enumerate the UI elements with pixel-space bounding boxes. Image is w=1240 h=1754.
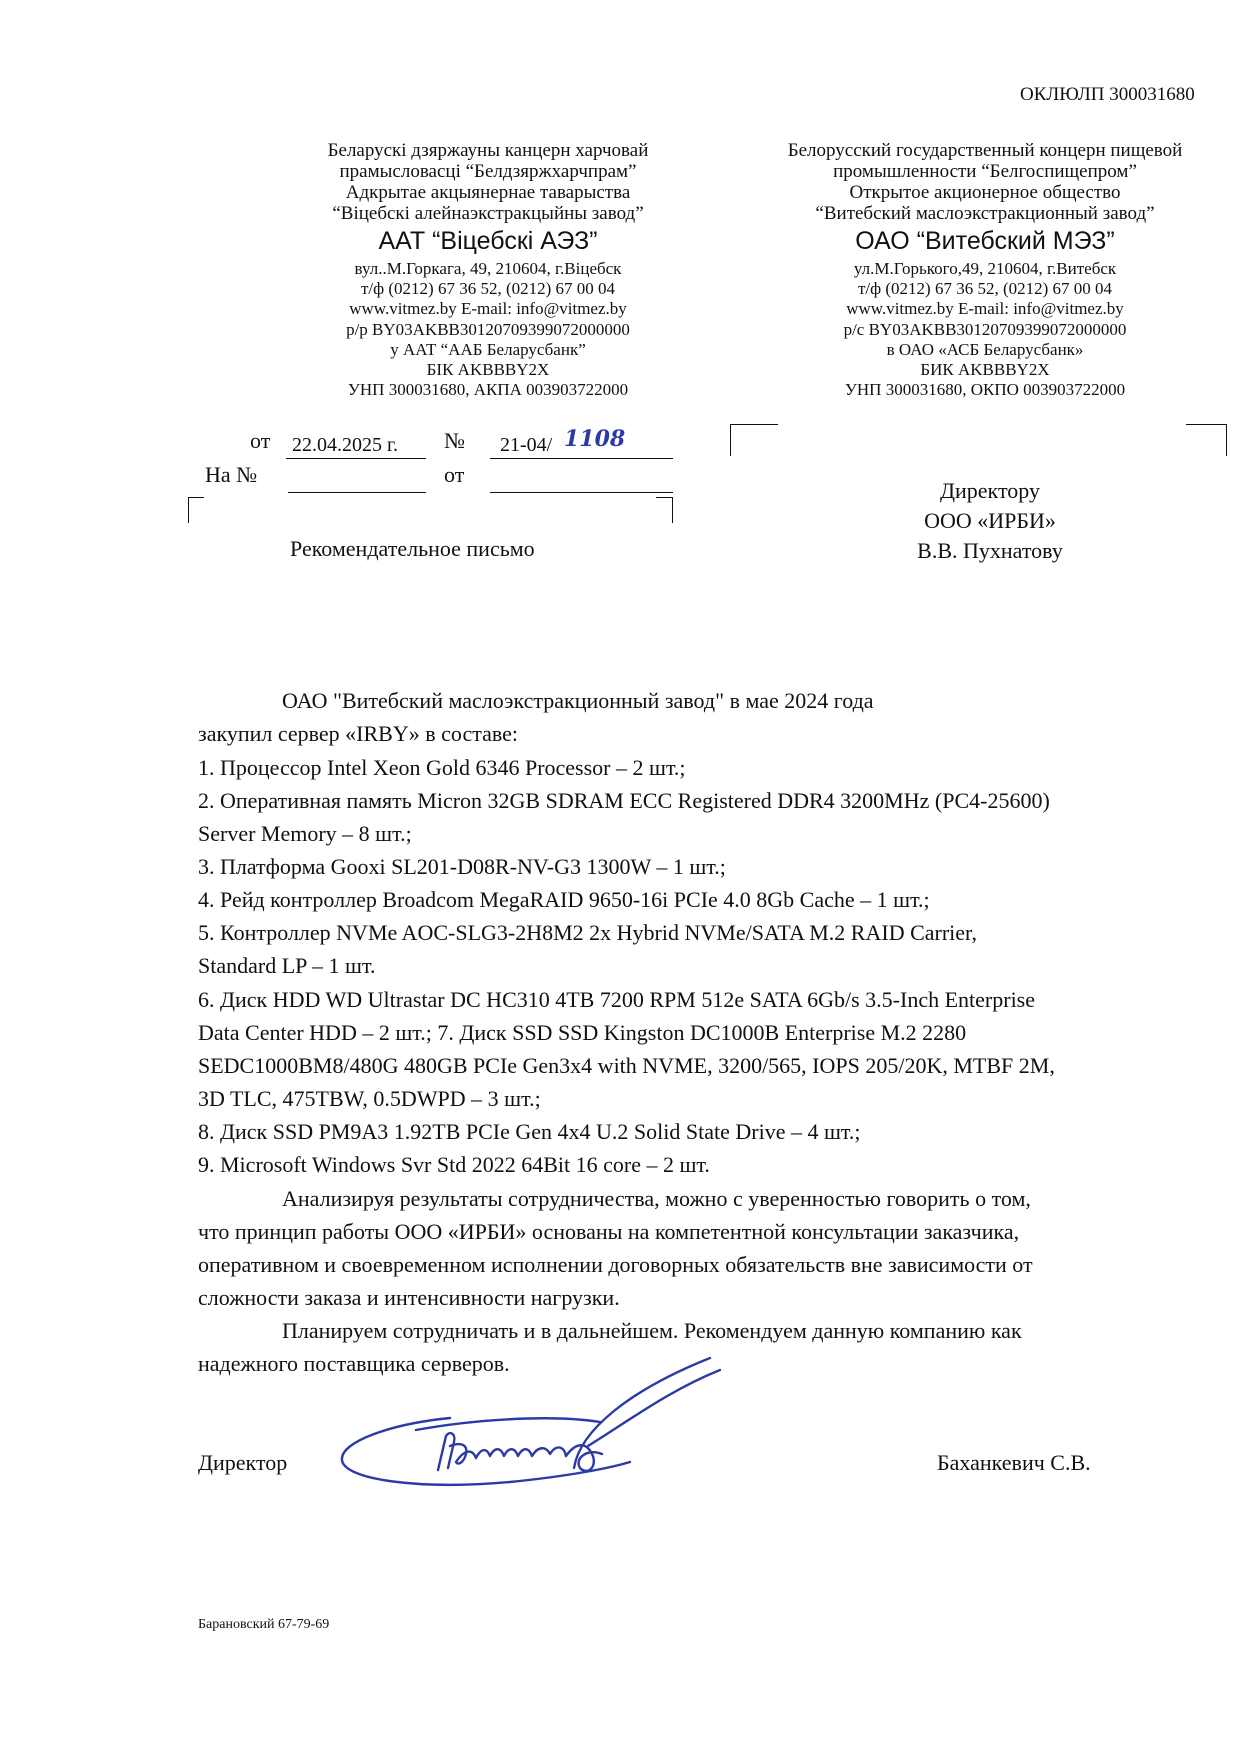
addressee: [880, 476, 1100, 566]
company-account: р/с BY03AKBB30120709399072000000: [843, 319, 1127, 339]
reference-number-underline: [288, 492, 426, 493]
letter-number: 21-04/: [500, 434, 553, 456]
body-line: ОАО "Витебский маслоэкстракционный завод" в мае 2024 года: [282, 688, 874, 713]
addressee-name: В.В. Пухнатову: [917, 538, 1063, 563]
date-label: от: [250, 428, 271, 453]
company-phone: т/ф (0212) 67 36 52, (0212) 67 00 04: [857, 279, 1113, 299]
company-bank: в ОАО «АСБ Беларусбанк»: [886, 339, 1084, 359]
body-line: 8. Диск SSD PM9A3 1.92TB PCIe Gen 4x4 U.2 Solid State Drive – 4 шт.;: [198, 1119, 861, 1144]
company-address: ул.М.Горького,49, 210604, г.Витебск: [853, 259, 1117, 278]
company-bank: у ААТ “ААБ Беларусбанк”: [390, 339, 586, 359]
handwritten-signature: [330, 1350, 770, 1510]
body-line: надежного поставщика серверов.: [198, 1351, 510, 1376]
body-line: закупил сервер «IRBY» в составе:: [198, 721, 518, 746]
letterhead-line: Открытое акционерное общество: [849, 182, 1121, 203]
body-line: 6. Диск HDD WD Ultrastar DC HC310 4TB 7200 RPM 512e SATA 6Gb/s 3.5-Inch Enterprise: [198, 987, 1036, 1012]
company-web: www.vitmez.by E-mail: info@vitmez.by: [846, 299, 1124, 319]
body-line: Data Center HDD – 2 шт.; 7. Диск SSD SSD Kingston DC1000B Enterprise M.2 2280: [198, 1020, 967, 1045]
body-line: SEDC1000BM8/480G 480GB PCIe Gen3x4 with NVME, 3200/565, IOPS 205/20K, MTBF 2M,: [198, 1053, 1055, 1078]
body-line: Планируем сотрудничать и в дальнейшем. Рекомендуем данную компанию как: [282, 1318, 1022, 1343]
addressee-company: ООО «ИРБИ»: [924, 508, 1056, 533]
reference-number-label: На №: [205, 462, 258, 487]
body-line: Server Memory – 8 шт.;: [198, 821, 412, 846]
company-unp: УНП 300031680, АКПА 003903722000: [347, 380, 629, 400]
letterhead-line: Белорусский государственный концерн пищевой: [787, 140, 1183, 161]
body-line: 9. Microsoft Windows Svr Std 2022 64Bit 16 core – 2 шт.: [198, 1152, 710, 1177]
letterhead-line: промышленности “Белгоспищепром”: [833, 161, 1137, 182]
reference-date-label: от: [444, 462, 465, 487]
document-code: ОКЛЮЛП 300031680: [1020, 84, 1195, 105]
company-address: вул..М.Горкага, 49, 210604, г.Віцебск: [354, 259, 622, 278]
company-phone: т/ф (0212) 67 36 52, (0212) 67 00 04: [360, 279, 616, 299]
body-line: что принцип работы ООО «ИРБИ» основаны на компетентной консультации заказчика,: [198, 1219, 1020, 1244]
body-line: Standard LP – 1 шт.: [198, 953, 376, 978]
company-web: www.vitmez.by E-mail: info@vitmez.by: [349, 299, 627, 319]
number-label: №: [444, 428, 465, 453]
body-line: 5. Контроллер NVMe AOC-SLG3-2H8M2 2x Hybrid NVMe/SATA M.2 RAID Carrier,: [198, 920, 977, 945]
body-line: 2. Оперативная память Micron 32GB SDRAM ECC Registered DDR4 3200MHz (PC4-25600): [198, 788, 1050, 813]
letterhead-belarusian: [238, 140, 738, 400]
body-line: оперативном и своевременном исполнении договорных обязательств вне зависимости от: [198, 1252, 1033, 1277]
letterhead-line: “Витебский маслоэкстракционный завод”: [815, 203, 1155, 224]
company-bic: БІК AKBBBY2X: [426, 360, 550, 380]
executor-contact: Барановский 67-79-69: [198, 1617, 330, 1632]
body-line: 3. Платформа Gooxi SL201-D08R-NV-G3 1300W – 1 шт.;: [198, 854, 726, 879]
body-line: 3D TLC, 475TBW, 0.5DWPD – 3 шт.;: [198, 1086, 541, 1111]
letterhead-line: “Віцебскі алейнаэкстракцыйны завод”: [332, 203, 644, 224]
document-title: Рекомендательное письмо: [290, 536, 535, 561]
letterhead-russian: [735, 140, 1235, 400]
company-account: р/р BY03AKBB30120709399072000000: [346, 319, 630, 339]
letterhead-line: прамысловасці “Белдзяржхарчпрам”: [339, 161, 637, 182]
signatory-role: Директор: [198, 1450, 288, 1475]
company-bic: БИК AKBBBY2X: [920, 360, 1050, 380]
body-line: сложности заказа и интенсивности нагрузки.: [198, 1285, 620, 1310]
reference-date-underline: [490, 492, 673, 493]
letterhead-line: Адкрытае акцыянернае таварыства: [345, 182, 631, 203]
number-underline: [490, 458, 673, 459]
date-underline: [286, 458, 426, 459]
body-line: Анализируя результаты сотрудничества, можно с уверенностью говорить о том,: [282, 1186, 1031, 1211]
addressee-position: Директору: [940, 478, 1040, 503]
body-line: 1. Процессор Intel Xeon Gold 6346 Processor – 2 шт.;: [198, 755, 686, 780]
letter-date: 22.04.2025 г.: [292, 434, 398, 456]
company-name: ААТ “Віцебскі АЭЗ”: [378, 227, 598, 255]
handwritten-number: 1108: [564, 426, 626, 452]
company-unp: УНП 300031680, ОКПО 003903722000: [844, 380, 1126, 400]
letterhead-line: Беларускі дзяржауны канцерн харчовай: [327, 140, 649, 161]
company-name: ОАО “Витебский МЭЗ”: [855, 227, 1115, 255]
body-line: 4. Рейд контроллер Broadcom MegaRAID 9650-16i PCIe 4.0 8Gb Cache – 1 шт.;: [198, 887, 930, 912]
signatory-name: Баханкевич С.В.: [937, 1450, 1091, 1475]
